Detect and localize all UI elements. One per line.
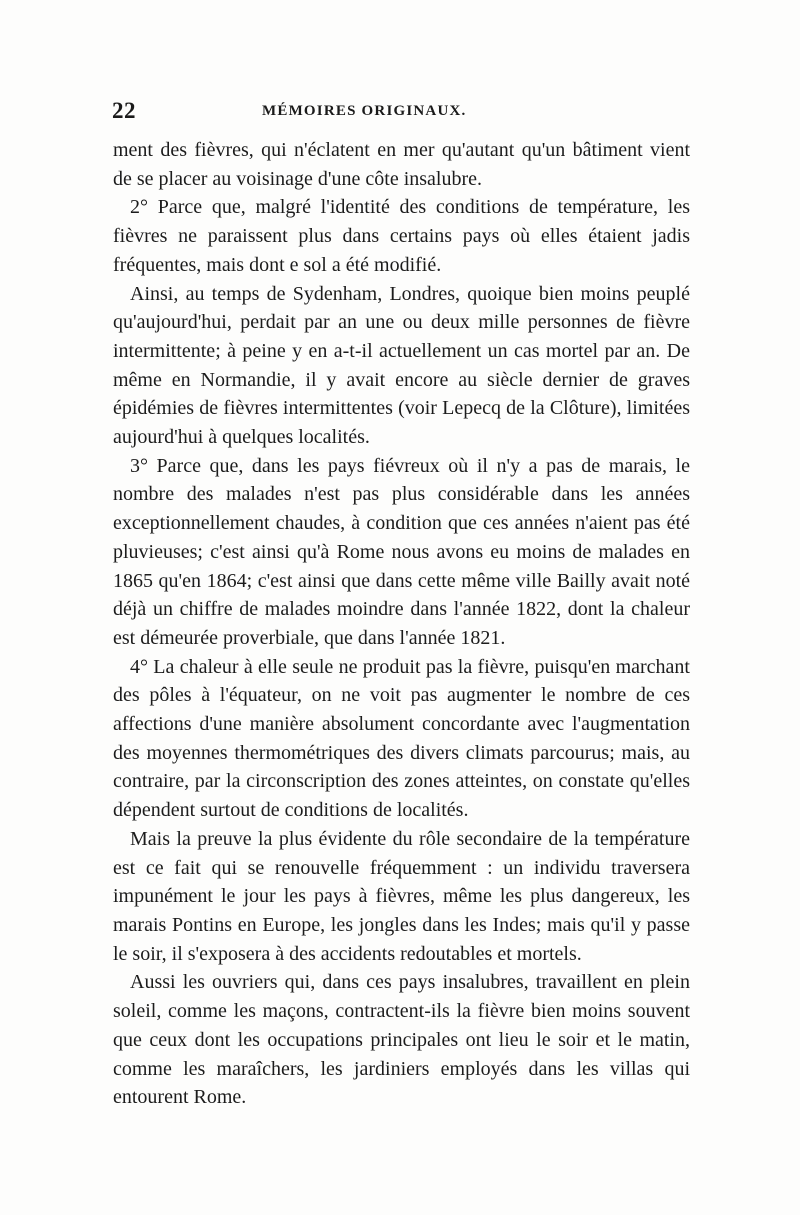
running-title: MÉMOIRES ORIGINAUX. [262,103,467,119]
paragraph-point-4: 4° La chaleur à elle seule ne produit pas la fièvre, puisqu'en marchant des pôles à l'équateur, on ne voit pas augmenter le nombre de ces affections d'une manière absolument concordante avec l'augmentation des moyennes thermométriques des divers climats parcourus; mais, au contraire, par la circonscription des zones atteintes, on constate qu'elles dépendent surtout de conditions de localités. [113,655,690,822]
paragraph-workers: Aussi les ouvriers qui, dans ces pays insalubres, travaillent en plein soleil, comme les maçons, contractent-ils la fièvre bien moins souvent que ceux dont les occupations principales ont lieu le soir et le matin, comme les maraîchers, les jardiniers employés dans les villas qui entourent Rome. [113,971,690,1109]
paragraph-evidence: Mais la preuve la plus évidente du rôle secondaire de la température est ce fait qui se renouvelle fréquemment : un individu traversera impunément le jour les pays à fièvres, même les plus dangereux, les marais Pontins en Europe, les jongles dans les Indes; mais qu'il y passe le soir, il s'exposera à des accidents redoutables et mortels. [113,827,690,965]
paragraph-point-3: 3° Parce que, dans les pays fiévreux où il n'y a pas de marais, le nombre des malades n'est pas plus considérable dans les années exceptionnellement chaudes, à condition que ces années n'aient pas été pluvieuses; c'est ainsi qu'à Rome nous avons eu moins de malades en 1865 qu'en 1864; c'est ainsi que dans cette même ville Bailly avait noté déjà un chiffre de malades moindre dans l'année 1822, dont la chaleur est démeurée proverbiale, que dans l'année 1821. [113,454,690,649]
paragraph-point-2: 2° Parce que, malgré l'identité des conditions de température, les fièvres ne paraissent plus dans certains pays où elles étaient jadis fréquentes, mais dont e sol a été modifié. [113,196,690,276]
page-number: 22 [112,98,136,123]
body-text [113,136,690,1112]
paragraph-sydenham-example: Ainsi, au temps de Sydenham, Londres, quoique bien moins peuplé qu'aujourd'hui, perdait par an une ou deux mille personnes de fièvre intermittente; à peine y en a-t-il actuellement un cas mortel par an. De même en Normandie, il y avait encore au siècle dernier de graves épidémies de fièvres intermittentes (voir Lepecq de la Clôture), limitées aujourd'hui à quelques localités. [113,282,690,449]
paragraph-continuation: ment des fièvres, qui n'éclatent en mer qu'autant qu'un bâtiment vient de se placer au voisinage d'une côte insalubre. [113,139,690,190]
page-header [112,98,687,124]
